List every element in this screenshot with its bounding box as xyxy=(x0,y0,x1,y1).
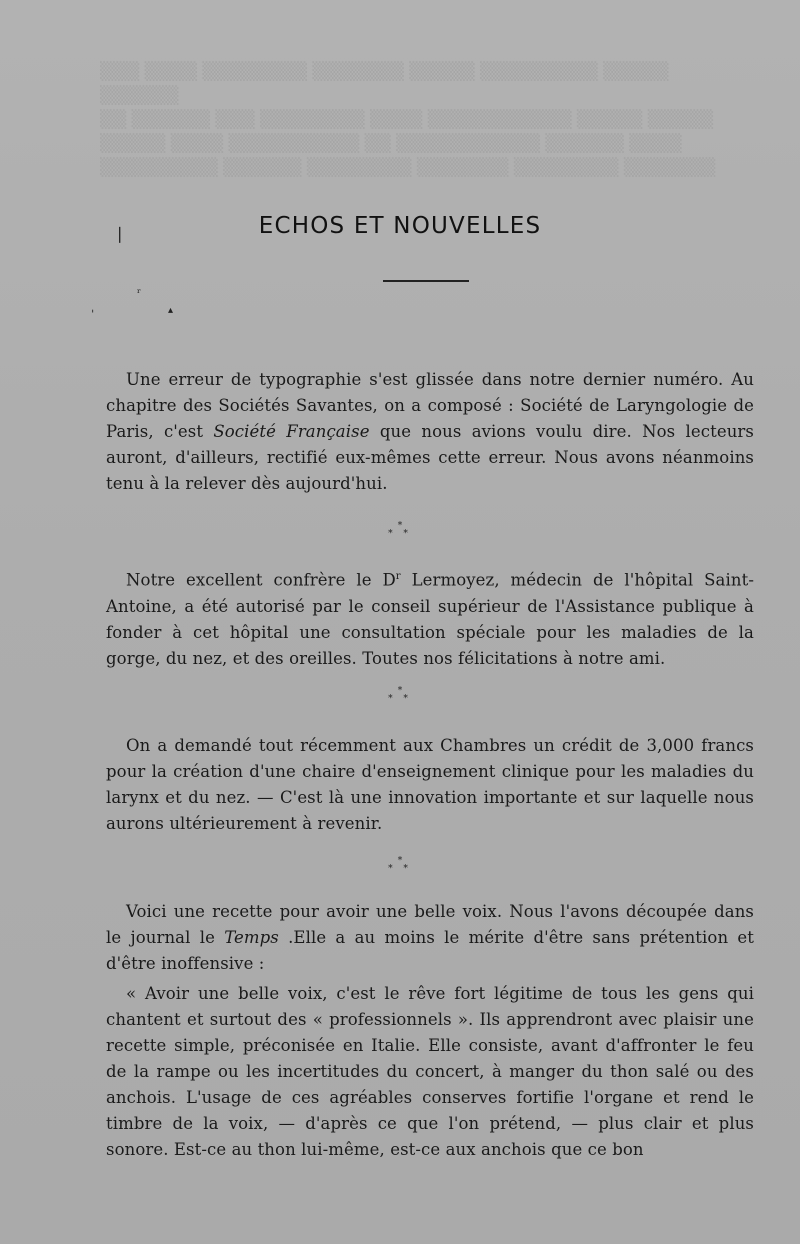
ink-speck: ˈ xyxy=(91,308,95,322)
italic-text: Temps xyxy=(224,928,279,947)
paragraph-text: Voici une recette pour avoir une belle voix. Nous l'avons découpée dans le journal le xyxy=(106,902,754,947)
ink-speck: ▴ xyxy=(168,305,174,316)
bleed-through-texture: ▒▒▒ ▒▒▒▒ ▒▒▒▒▒▒▒▒ ▒▒▒▒▒▒▒ ▒▒▒▒▒ ▒▒▒▒▒▒▒▒▒ ▒▒▒▒▒ ▒▒▒▒▒▒ ▒▒ ▒▒▒▒▒▒ ▒▒▒ ▒▒▒▒▒▒▒▒ ▒▒▒▒ ▒▒▒▒▒▒▒▒▒▒▒ ▒▒▒▒▒ ▒▒▒▒▒ ▒▒▒▒▒ ▒▒▒▒ ▒▒▒▒▒▒▒▒▒▒ ▒▒ ▒▒▒▒▒▒▒▒▒▒▒ ▒▒▒▒▒▒ ▒▒▒▒ ▒▒▒▒▒▒▒▒▒ ▒▒▒▒▒▒ ▒▒▒▒▒▒▒▒ ▒▒▒▒▒▒▒ ▒▒▒▒▒▒▒▒ ▒▒▒▒▒▒▒ xyxy=(100,62,716,178)
paragraph-recette xyxy=(106,899,754,1163)
ink-speck: ʳ xyxy=(137,286,142,300)
paragraph-text: Une erreur de typographie s'est glissée dans notre dernier numéro. Au chapitre des Sociétés Savantes, on a composé : Société de Laryngologie de Paris, c'est xyxy=(106,370,754,441)
asterism-bottom: * * xyxy=(388,864,412,874)
asterism-top: * xyxy=(397,521,403,531)
paragraph-credit xyxy=(106,733,754,837)
heading-rule xyxy=(383,280,469,282)
superscript: r xyxy=(395,571,401,582)
paragraph-text: .Elle a au moins le mérite d'être sans prétention et d'être inoffensive : xyxy=(106,928,754,973)
asterism-bottom: * * xyxy=(388,694,412,704)
paragraph-text: que nous avions voulu dire. Nos lecteurs auront, d'ailleurs, rectifié eux-mêmes cette erreur. Nous avons néanmoins tenu à la relever dès aujourd'hui. xyxy=(106,422,754,493)
paragraph-text: Lermoyez, médecin de l'hôpital Saint-Antoine, a été autorisé par le conseil supérieur de l'Assistance publique à fonder à cet hôpital une consultation spéciale pour les maladies de la gorge, du nez, et des oreilles. Toutes nos félicitations à notre ami. xyxy=(106,570,754,668)
separator-asterism xyxy=(0,857,800,873)
separator-asterism xyxy=(0,522,800,538)
paragraph-lermoyez xyxy=(106,564,754,672)
paragraph-erratum xyxy=(106,367,754,497)
ink-mark: ❘ xyxy=(113,224,127,243)
asterism-top: * xyxy=(397,856,403,866)
section-heading: ECHOS ET NOUVELLES xyxy=(258,213,542,239)
paragraph-text: Notre excellent confrère le D xyxy=(126,570,396,590)
asterism-bottom: * * xyxy=(388,529,412,539)
asterism-top: * xyxy=(397,686,403,696)
quoted-text: « Avoir une belle voix, c'est le rêve fort légitime de tous les gens qui chantent et surtout des « professionnels ». Ils apprendront avec plaisir une recette simple, préconisée en Italie. Elle consiste, avant d'affronter le feu de la rampe ou les incertitudes du concert, à manger du thon salé ou des anchois. L'usage de ces agréables conserves fortifie l'organe et rend le timbre de la voix, — d'après ce que l'on prétend, — plus clair et plus sonore. Est-ce au thon lui-même, est-ce aux anchois que ce bon xyxy=(106,984,754,1159)
separator-asterism xyxy=(0,687,800,703)
italic-text: Société Française xyxy=(213,422,370,441)
paragraph-text: On a demandé tout récemment aux Chambres un crédit de 3,000 francs pour la création d'une chaire d'enseignement clinique pour les maladies du larynx et du nez. — C'est là une innovation importante et sur laquelle nous aurons ultérieurement à revenir. xyxy=(106,736,754,833)
